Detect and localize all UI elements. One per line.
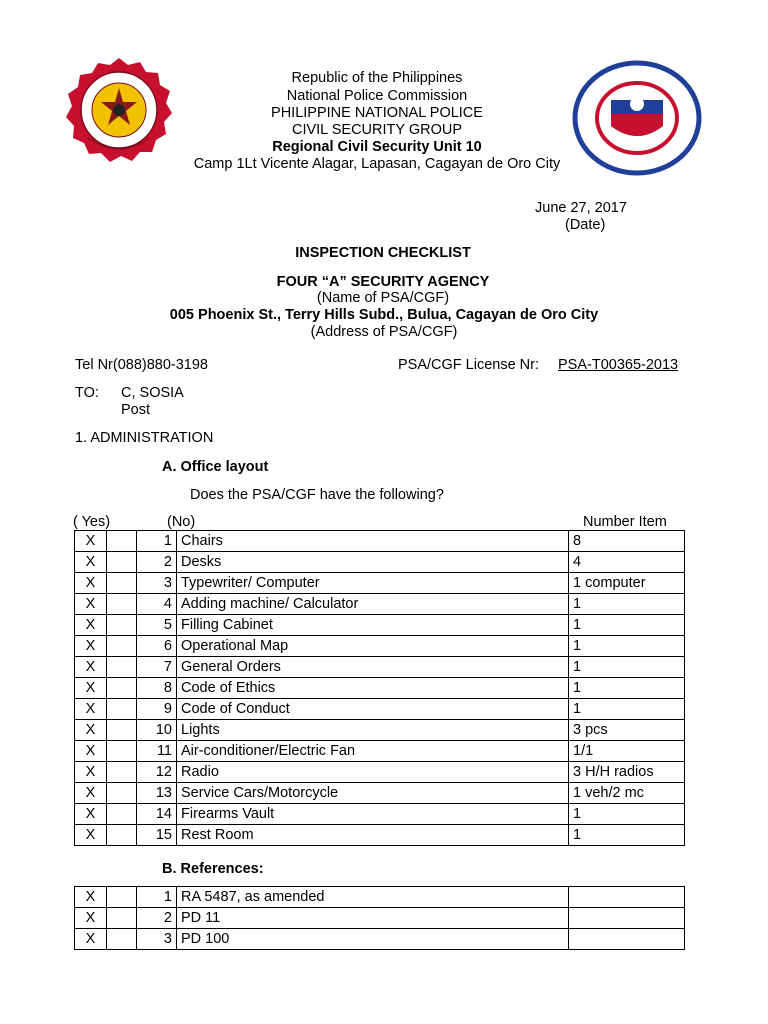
header-rcsu: Regional Civil Security Unit 10 xyxy=(272,139,482,155)
cell-count xyxy=(569,908,685,929)
header-csg: CIVIL SECURITY GROUP xyxy=(291,122,462,138)
cell-yes: X xyxy=(75,762,107,783)
cell-no xyxy=(107,804,137,825)
cell-yes: X xyxy=(75,531,107,552)
agency-name-caption: (Name of PSA/CGF) xyxy=(316,290,450,306)
cell-no xyxy=(107,552,137,573)
cell-count: 1 xyxy=(569,615,685,636)
header-address: Camp 1Lt Vicente Alagar, Lapasan, Cagayan de Oro City xyxy=(193,156,561,172)
cell-item: Firearms Vault xyxy=(177,804,569,825)
cell-yes: X xyxy=(75,699,107,720)
table-row xyxy=(75,573,685,594)
cell-item: Code of Conduct xyxy=(177,699,569,720)
table-row xyxy=(75,804,685,825)
cell-yes: X xyxy=(75,573,107,594)
references-table xyxy=(74,886,685,950)
cell-number: 15 xyxy=(137,825,177,846)
cell-count: 1 xyxy=(569,699,685,720)
cell-number: 3 xyxy=(137,929,177,950)
cell-count: 1 xyxy=(569,825,685,846)
cell-item: Operational Map xyxy=(177,636,569,657)
cell-item: Filling Cabinet xyxy=(177,615,569,636)
cell-count: 8 xyxy=(569,531,685,552)
cell-count: 3 H/H radios xyxy=(569,762,685,783)
cell-no xyxy=(107,615,137,636)
cell-yes: X xyxy=(75,929,107,950)
cell-item: Service Cars/Motorcycle xyxy=(177,783,569,804)
table-row xyxy=(75,615,685,636)
to-label: TO: xyxy=(75,385,99,401)
table-row xyxy=(75,929,685,950)
table-row xyxy=(75,531,685,552)
table-row xyxy=(75,552,685,573)
cell-number: 5 xyxy=(137,615,177,636)
cell-number: 1 xyxy=(137,531,177,552)
table-row xyxy=(75,825,685,846)
column-header-no: (No) xyxy=(167,514,196,530)
cell-item: Rest Room xyxy=(177,825,569,846)
cell-no xyxy=(107,594,137,615)
checklist-question: Does the PSA/CGF have the following? xyxy=(190,487,444,503)
cell-yes: X xyxy=(75,741,107,762)
cell-yes: X xyxy=(75,615,107,636)
to-post: Post xyxy=(121,402,151,418)
subsection-office-layout: A. Office layout xyxy=(162,459,269,475)
section-administration-heading: 1. ADMINISTRATION xyxy=(75,430,214,446)
cell-no xyxy=(107,678,137,699)
cell-number: 12 xyxy=(137,762,177,783)
cell-item: Radio xyxy=(177,762,569,783)
date-caption: (Date) xyxy=(565,217,606,233)
table-row xyxy=(75,741,685,762)
table-row xyxy=(75,594,685,615)
cell-yes: X xyxy=(75,908,107,929)
cell-yes: X xyxy=(75,657,107,678)
cell-item: Code of Ethics xyxy=(177,678,569,699)
header-republic: Republic of the Philippines xyxy=(291,70,463,86)
cell-count: 4 xyxy=(569,552,685,573)
header-pnp: PHILIPPINE NATIONAL POLICE xyxy=(271,105,483,121)
cell-no xyxy=(107,657,137,678)
column-header-yes: ( Yes) xyxy=(73,514,111,530)
table-row xyxy=(75,783,685,804)
cell-no xyxy=(107,741,137,762)
agency-address: 005 Phoenix St., Terry Hills Subd., Bulua, Cagayan de Oro City xyxy=(169,307,599,323)
cell-count: 3 pcs xyxy=(569,720,685,741)
cell-yes: X xyxy=(75,887,107,908)
cell-number: 3 xyxy=(137,573,177,594)
cell-number: 7 xyxy=(137,657,177,678)
cell-no xyxy=(107,636,137,657)
table-row xyxy=(75,762,685,783)
cell-count: 1 computer xyxy=(569,573,685,594)
cell-yes: X xyxy=(75,678,107,699)
table-row xyxy=(75,678,685,699)
cell-yes: X xyxy=(75,594,107,615)
cell-no xyxy=(107,573,137,594)
cell-item: Air-conditioner/Electric Fan xyxy=(177,741,569,762)
table-row xyxy=(75,908,685,929)
table-row xyxy=(75,887,685,908)
cell-number: 8 xyxy=(137,678,177,699)
cell-item: Adding machine/ Calculator xyxy=(177,594,569,615)
cell-no xyxy=(107,531,137,552)
document-date: June 27, 2017 xyxy=(535,200,627,216)
cell-item: Typewriter/ Computer xyxy=(177,573,569,594)
cell-no xyxy=(107,908,137,929)
agency-address-caption: (Address of PSA/CGF) xyxy=(310,324,458,340)
cell-no xyxy=(107,825,137,846)
office-layout-table xyxy=(74,530,685,846)
cell-number: 4 xyxy=(137,594,177,615)
cell-no xyxy=(107,720,137,741)
cell-yes: X xyxy=(75,552,107,573)
cell-count xyxy=(569,929,685,950)
header-napolcom: National Police Commission xyxy=(286,88,468,104)
table-row xyxy=(75,657,685,678)
subsection-references: B. References: xyxy=(162,861,264,877)
cell-count: 1 xyxy=(569,804,685,825)
table-row xyxy=(75,636,685,657)
cell-count: 1 xyxy=(569,657,685,678)
cell-item: General Orders xyxy=(177,657,569,678)
to-name: C, SOSIA xyxy=(121,385,184,401)
cell-number: 1 xyxy=(137,887,177,908)
table-row xyxy=(75,720,685,741)
cell-count xyxy=(569,887,685,908)
cell-item: RA 5487, as amended xyxy=(177,887,569,908)
cell-number: 14 xyxy=(137,804,177,825)
cell-number: 6 xyxy=(137,636,177,657)
cell-number: 11 xyxy=(137,741,177,762)
cell-count: 1 xyxy=(569,678,685,699)
cell-number: 10 xyxy=(137,720,177,741)
cell-yes: X xyxy=(75,804,107,825)
cell-no xyxy=(107,929,137,950)
telephone-number: Tel Nr(088)880-3198 xyxy=(75,357,208,373)
cell-number: 9 xyxy=(137,699,177,720)
cell-item: Chairs xyxy=(177,531,569,552)
column-header-number-item: Number Item xyxy=(583,514,667,530)
cell-no xyxy=(107,699,137,720)
cell-number: 2 xyxy=(137,552,177,573)
cell-count: 1/1 xyxy=(569,741,685,762)
cell-item: Lights xyxy=(177,720,569,741)
cell-item: PD 100 xyxy=(177,929,569,950)
license-label: PSA/CGF License Nr: xyxy=(398,357,540,373)
cell-item: PD 11 xyxy=(177,908,569,929)
cell-no xyxy=(107,783,137,804)
cell-yes: X xyxy=(75,720,107,741)
cell-count: 1 veh/2 mc xyxy=(569,783,685,804)
table-row xyxy=(75,699,685,720)
cell-no xyxy=(107,887,137,908)
cell-no xyxy=(107,762,137,783)
cell-count: 1 xyxy=(569,636,685,657)
cell-yes: X xyxy=(75,636,107,657)
cell-item: Desks xyxy=(177,552,569,573)
page-title: INSPECTION CHECKLIST xyxy=(295,245,471,261)
cell-yes: X xyxy=(75,825,107,846)
cell-yes: X xyxy=(75,783,107,804)
agency-name: FOUR “A” SECURITY AGENCY xyxy=(276,274,490,290)
cell-number: 13 xyxy=(137,783,177,804)
cell-count: 1 xyxy=(569,594,685,615)
license-number: PSA-T00365-2013 xyxy=(558,357,679,373)
cell-number: 2 xyxy=(137,908,177,929)
